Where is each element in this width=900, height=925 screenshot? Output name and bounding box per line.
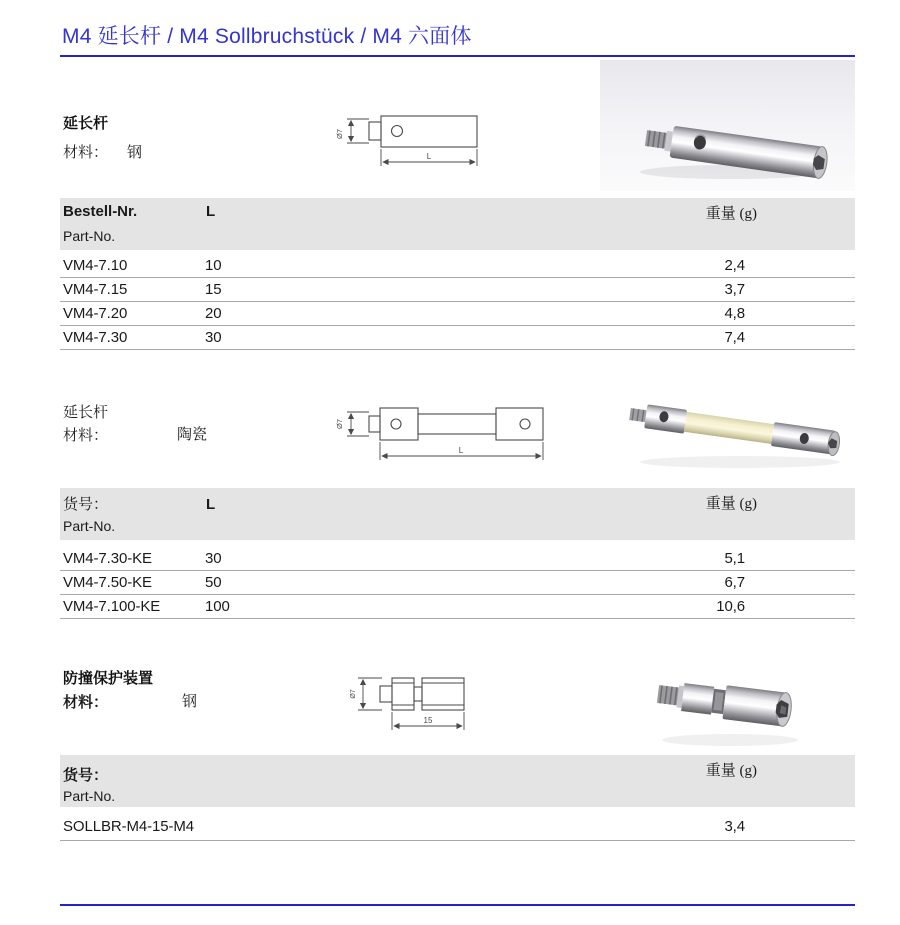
table-header-protection [60, 755, 855, 807]
part-no-cell: SOLLBR-M4-15-M4 [63, 818, 195, 835]
table-header-steel-rod [60, 198, 855, 250]
part-no-cell: VM4-7.15 [63, 281, 128, 298]
material-value: 钢 [182, 694, 198, 710]
table-row [60, 595, 855, 619]
weight-cell: 10,6 [716, 598, 745, 615]
dimension-label-diameter: Ø7 [335, 418, 344, 430]
page-title: M4 延长杆 / M4 Sollbruchstück / M4 六面体 [62, 25, 472, 48]
length-cell: 30 [205, 329, 222, 346]
table-row [60, 302, 855, 326]
title-underline [60, 55, 855, 57]
order-no-header: 货号： [63, 497, 109, 513]
section-heading-steel-rod: 延长杆 [63, 115, 109, 132]
part-no-subheader: Part-No. [63, 228, 116, 244]
table-row [60, 326, 855, 350]
weight-cell: 4,8 [724, 305, 745, 322]
dimension-label-length: 15 [423, 716, 433, 725]
table-row [60, 254, 855, 278]
material-label: 材料： [63, 428, 109, 444]
technical-drawing-steel-rod [333, 103, 483, 173]
table-row [60, 278, 855, 302]
technical-drawing-protection [350, 660, 470, 738]
dimension-label-diameter: Ø7 [350, 689, 357, 699]
length-cell: 30 [205, 550, 222, 567]
footer-rule [60, 904, 855, 906]
length-header: L [206, 496, 216, 513]
weight-cell: 5,1 [724, 550, 745, 567]
material-label: 材料： [63, 145, 109, 161]
material-value: 钢 [127, 145, 143, 161]
length-cell: 100 [205, 598, 230, 615]
length-cell: 50 [205, 574, 222, 591]
material-label: 材料： [63, 694, 109, 711]
weight-cell: 7,4 [724, 329, 745, 346]
dimension-label-length: L [426, 152, 432, 161]
length-cell: 20 [205, 305, 222, 322]
weight-cell: 2,4 [724, 257, 745, 274]
table-header-ceramic-rod [60, 488, 855, 540]
order-no-header: Bestell-Nr. [63, 203, 138, 220]
order-no-header: 货号： [63, 767, 109, 784]
part-no-cell: VM4-7.20 [63, 305, 128, 322]
table-row [60, 571, 855, 595]
length-cell: 15 [205, 281, 222, 298]
weight-header: 重量 (g) [705, 763, 757, 779]
part-no-cell: VM4-7.10 [63, 257, 128, 274]
part-no-cell: VM4-7.100-KE [63, 598, 161, 615]
weight-header: 重量 (g) [705, 496, 757, 512]
section-heading-protection: 防撞保护装置 [63, 670, 154, 687]
dimension-label-length: L [458, 446, 464, 455]
weight-cell: 3,4 [724, 818, 745, 835]
part-no-cell: VM4-7.50-KE [63, 574, 152, 591]
section-heading-ceramic-rod: 延长杆 [63, 405, 109, 421]
table-row [60, 547, 855, 571]
length-cell: 10 [205, 257, 222, 274]
part-no-cell: VM4-7.30-KE [63, 550, 152, 567]
material-value: 陶瓷 [177, 427, 208, 443]
weight-cell: 3,7 [724, 281, 745, 298]
table-row [60, 812, 855, 841]
part-no-cell: VM4-7.30 [63, 329, 128, 346]
technical-drawing-ceramic-rod [333, 396, 548, 468]
product-photo-ceramic-rod [618, 388, 858, 478]
part-no-subheader: Part-No. [63, 518, 116, 534]
product-photo-steel-rod [600, 60, 855, 191]
dimension-label-diameter: Ø7 [335, 128, 344, 140]
product-photo-protection [638, 652, 823, 757]
part-no-subheader: Part-No. [63, 788, 116, 804]
length-header: L [206, 203, 216, 220]
weight-header: 重量 (g) [705, 206, 757, 222]
weight-cell: 6,7 [724, 574, 745, 591]
